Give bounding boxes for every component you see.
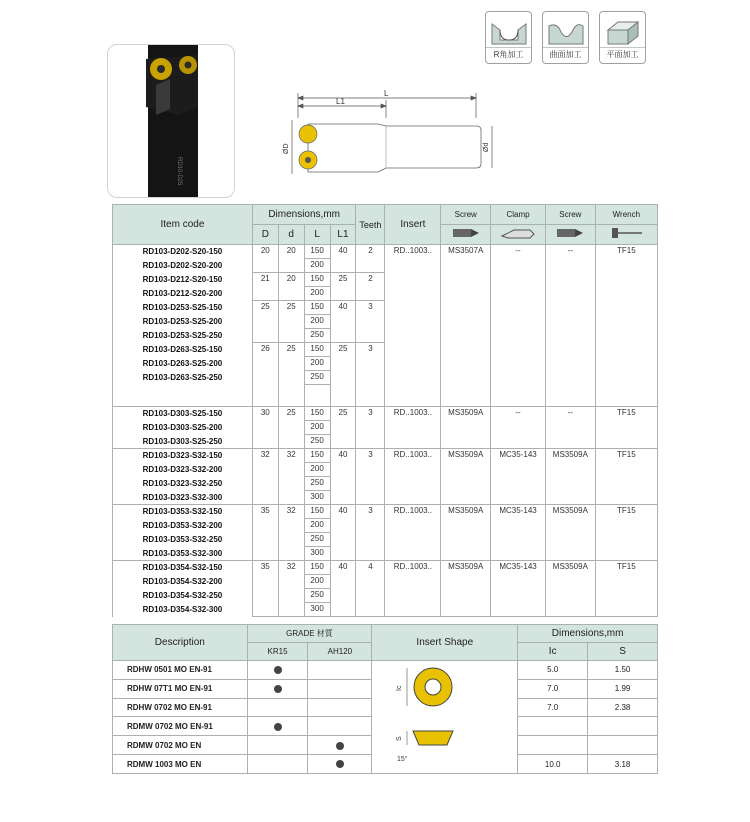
item-code: RD103-D202-S20-150 bbox=[113, 245, 253, 259]
insert-value: RD..1003.. bbox=[385, 245, 441, 407]
grade-available-dot bbox=[336, 760, 344, 768]
ah120-grade-cell bbox=[308, 698, 372, 717]
curved-surface-machining-icon bbox=[547, 16, 585, 46]
face-machining-panel bbox=[599, 11, 646, 64]
insert-value: RD..1003.. bbox=[385, 449, 441, 505]
dim-d-value: 25 bbox=[278, 301, 304, 343]
insert-value: RD..1003.. bbox=[385, 505, 441, 561]
dim-D-value: 32 bbox=[252, 449, 278, 505]
header-kr15: KR15 bbox=[247, 643, 308, 661]
dim-L1-value: 25 bbox=[330, 343, 356, 407]
dim-L1-value: 25 bbox=[330, 407, 356, 449]
ah120-grade-cell bbox=[308, 661, 372, 680]
r-corner-machining-icon bbox=[490, 16, 528, 46]
header-insert-shape: Insert Shape bbox=[372, 625, 518, 661]
screw2-value: MS3509A bbox=[546, 561, 596, 617]
item-code: RD103-D303-S25-250 bbox=[113, 435, 253, 449]
dim-d-value: 32 bbox=[278, 561, 304, 617]
item-code: RD103-D354-S32-300 bbox=[113, 603, 253, 617]
dim-L1-value: 40 bbox=[330, 245, 356, 273]
ah120-grade-cell bbox=[308, 755, 372, 774]
clamp-value: MC35-143 bbox=[491, 505, 546, 561]
dim-L-value: 150 bbox=[304, 449, 330, 463]
kr15-grade-cell bbox=[247, 698, 308, 717]
screw-icon bbox=[555, 227, 585, 239]
item-code: RD103-D323-S32-300 bbox=[113, 491, 253, 505]
dim-L-value: 200 bbox=[304, 575, 330, 589]
wrench-icon bbox=[608, 226, 644, 240]
item-code: RD103-D253-S25-200 bbox=[113, 315, 253, 329]
dim-L-value: 150 bbox=[304, 245, 330, 259]
header-clamp: Clamp bbox=[491, 205, 546, 225]
clamp-value: MC35-143 bbox=[491, 449, 546, 505]
screw-value: MS3509A bbox=[441, 505, 491, 561]
tool-specification-table bbox=[112, 204, 658, 617]
item-code: RD103-D353-S32-250 bbox=[113, 533, 253, 547]
ah120-grade-cell bbox=[308, 679, 372, 698]
wrench-value: TF15 bbox=[595, 505, 657, 561]
item-code: RD103-D263-S25-200 bbox=[113, 357, 253, 371]
ah120-grade-cell bbox=[308, 717, 372, 736]
teeth-value: 3 bbox=[356, 505, 385, 561]
item-code: RD103-D303-S25-150 bbox=[113, 407, 253, 421]
insert-description: RDHW 0501 MO EN-91 bbox=[113, 661, 248, 680]
insert-description: RDMW 1003 MO EN bbox=[113, 755, 248, 774]
item-code: RD103-D253-S25-250 bbox=[113, 329, 253, 343]
dim-D-value: 26 bbox=[252, 343, 278, 407]
dim-L1-value: 25 bbox=[330, 273, 356, 301]
table-row bbox=[113, 245, 658, 259]
dim-L-value bbox=[304, 385, 330, 407]
ic-value: 7.0 bbox=[518, 679, 588, 698]
product-photo bbox=[107, 44, 235, 198]
dim-L-value: 250 bbox=[304, 435, 330, 449]
item-code: RD103-D253-S25-150 bbox=[113, 301, 253, 315]
header-ic: Ic bbox=[518, 643, 588, 661]
dim-L-value: 250 bbox=[304, 371, 330, 385]
dim-L-value: 150 bbox=[304, 301, 330, 315]
header-item-code: Item code bbox=[113, 205, 253, 245]
screw-icon bbox=[451, 227, 481, 239]
screw2-value: MS3509A bbox=[546, 505, 596, 561]
screw-value: MS3507A bbox=[441, 245, 491, 407]
ic-value bbox=[518, 736, 588, 755]
table-row bbox=[113, 661, 658, 680]
header-d: d bbox=[278, 225, 304, 245]
dim-L-value: 300 bbox=[304, 491, 330, 505]
dim-L-value: 200 bbox=[304, 463, 330, 477]
wrench-value: TF15 bbox=[595, 245, 657, 407]
ic-value: 7.0 bbox=[518, 698, 588, 717]
dim-L-value: 300 bbox=[304, 547, 330, 561]
insert-description: RDHW 07T1 MO EN-91 bbox=[113, 679, 248, 698]
kr15-grade-cell bbox=[247, 717, 308, 736]
s-value: 3.18 bbox=[588, 755, 658, 774]
item-code: RD103-D354-S32-200 bbox=[113, 575, 253, 589]
dim-D-value: 35 bbox=[252, 561, 278, 617]
insert-description: RDMW 0702 MO EN bbox=[113, 736, 248, 755]
s-label: S bbox=[395, 736, 403, 741]
header-D: D bbox=[252, 225, 278, 245]
mode-label: 曲面加工 bbox=[543, 47, 588, 60]
dim-d-value: 25 bbox=[278, 343, 304, 407]
kr15-grade-cell bbox=[247, 661, 308, 680]
dim-L-value: 200 bbox=[304, 287, 330, 301]
insert-value: RD..1003.. bbox=[385, 407, 441, 449]
ic-value: 5.0 bbox=[518, 661, 588, 680]
dim-L-value: 300 bbox=[304, 603, 330, 617]
screw2-value: -- bbox=[546, 245, 596, 407]
angle-label: 15° bbox=[396, 756, 408, 763]
dim-L-value: 200 bbox=[304, 315, 330, 329]
dim-L-value: 200 bbox=[304, 259, 330, 273]
tool-dimension-drawing bbox=[278, 88, 498, 188]
item-code: RD103-D212-S20-200 bbox=[113, 287, 253, 301]
dim-D-value: 20 bbox=[252, 245, 278, 273]
dim-d-value: 32 bbox=[278, 449, 304, 505]
item-code: RD103-D353-S32-150 bbox=[113, 505, 253, 519]
dim-L1-value: 40 bbox=[330, 505, 356, 561]
grade-available-dot bbox=[274, 685, 282, 693]
item-code bbox=[113, 385, 253, 407]
dim-D-value: 21 bbox=[252, 273, 278, 301]
mode-label: R角加工 bbox=[486, 47, 531, 60]
header-screw-2: Screw bbox=[546, 205, 596, 225]
screw-value: MS3509A bbox=[441, 449, 491, 505]
ic-value bbox=[518, 717, 588, 736]
ic-value: 10.0 bbox=[518, 755, 588, 774]
teeth-value: 3 bbox=[356, 449, 385, 505]
svg-text:RD10-D25: RD10-D25 bbox=[176, 157, 182, 186]
clamp-value: MC35-143 bbox=[491, 561, 546, 617]
header-s: S bbox=[588, 643, 658, 661]
s-value: 1.50 bbox=[588, 661, 658, 680]
face-machining-icon bbox=[604, 16, 642, 46]
item-code: RD103-D353-S32-300 bbox=[113, 547, 253, 561]
wrench-value: TF15 bbox=[595, 561, 657, 617]
insert-description: RDMW 0702 MO EN-91 bbox=[113, 717, 248, 736]
item-code: RD103-D323-S32-250 bbox=[113, 477, 253, 491]
item-code: RD103-D212-S20-150 bbox=[113, 273, 253, 287]
kr15-grade-cell bbox=[247, 679, 308, 698]
curved-surface-machining-panel bbox=[542, 11, 589, 64]
ic-label: Ic bbox=[395, 685, 403, 691]
item-code: RD103-D323-S32-150 bbox=[113, 449, 253, 463]
dim-D-value: 35 bbox=[252, 505, 278, 561]
dim-L1-value: 40 bbox=[330, 561, 356, 617]
wrench-icon-cell bbox=[595, 225, 657, 245]
dim-L-value: 200 bbox=[304, 519, 330, 533]
header-ah120: AH120 bbox=[308, 643, 372, 661]
wrench-value: TF15 bbox=[595, 449, 657, 505]
dim-L-value: 250 bbox=[304, 477, 330, 491]
insert-shape-drawing bbox=[372, 661, 518, 774]
clamp-icon bbox=[500, 226, 536, 240]
teeth-value: 3 bbox=[356, 343, 385, 407]
item-code: RD103-D354-S32-250 bbox=[113, 589, 253, 603]
dim-L: L bbox=[384, 89, 389, 98]
dim-L-value: 250 bbox=[304, 329, 330, 343]
header-dimensions-2: Dimensions,mm bbox=[518, 625, 658, 643]
item-code: RD103-D353-S32-200 bbox=[113, 519, 253, 533]
grade-available-dot bbox=[274, 723, 282, 731]
dim-d-value: 32 bbox=[278, 505, 304, 561]
kr15-grade-cell bbox=[247, 755, 308, 774]
dim-L-value: 150 bbox=[304, 273, 330, 287]
header-dimensions: Dimensions,mm bbox=[252, 205, 356, 225]
insert-grade-table bbox=[112, 624, 658, 774]
header-L1: L1 bbox=[330, 225, 356, 245]
header-description: Description bbox=[113, 625, 248, 661]
round-insert-diagram bbox=[375, 661, 515, 771]
dim-L-value: 150 bbox=[304, 505, 330, 519]
header-grade: GRADE 材質 bbox=[247, 625, 372, 643]
screw2-value: -- bbox=[546, 407, 596, 449]
dim-L-value: 200 bbox=[304, 421, 330, 435]
teeth-value: 2 bbox=[356, 273, 385, 301]
table-row bbox=[113, 505, 658, 519]
dim-L1-value: 40 bbox=[330, 449, 356, 505]
dim-d-value: 25 bbox=[278, 407, 304, 449]
item-code: RD103-D263-S25-250 bbox=[113, 371, 253, 385]
insert-value: RD..1003.. bbox=[385, 561, 441, 617]
ah120-grade-cell bbox=[308, 736, 372, 755]
teeth-value: 4 bbox=[356, 561, 385, 617]
s-value bbox=[588, 736, 658, 755]
clamp-value: -- bbox=[491, 245, 546, 407]
item-code: RD103-D354-S32-150 bbox=[113, 561, 253, 575]
dim-D-value: 30 bbox=[252, 407, 278, 449]
kr15-grade-cell bbox=[247, 736, 308, 755]
dim-d-value: 20 bbox=[278, 245, 304, 273]
teeth-value: 2 bbox=[356, 245, 385, 273]
dim-L-value: 200 bbox=[304, 357, 330, 371]
dim-L-value: 150 bbox=[304, 561, 330, 575]
dim-L1-value: 40 bbox=[330, 301, 356, 343]
screw2-value: MS3509A bbox=[546, 449, 596, 505]
r-corner-machining-panel bbox=[485, 11, 532, 64]
dim-d: Ød bbox=[483, 142, 490, 152]
screw-icon-cell bbox=[441, 225, 491, 245]
dim-L1: L1 bbox=[336, 97, 345, 106]
screw-value: MS3509A bbox=[441, 561, 491, 617]
s-value: 2.38 bbox=[588, 698, 658, 717]
header-teeth: Teeth bbox=[356, 205, 385, 245]
insert-description: RDHW 0702 MO EN-91 bbox=[113, 698, 248, 717]
end-mill-photo bbox=[126, 45, 218, 198]
table-row bbox=[113, 449, 658, 463]
table-row bbox=[113, 407, 658, 421]
dim-L-value: 250 bbox=[304, 589, 330, 603]
item-code: RD103-D323-S32-200 bbox=[113, 463, 253, 477]
table-row bbox=[113, 561, 658, 575]
teeth-value: 3 bbox=[356, 407, 385, 449]
grade-available-dot bbox=[336, 742, 344, 750]
screw-icon-cell-2 bbox=[546, 225, 596, 245]
screw-value: MS3509A bbox=[441, 407, 491, 449]
dim-d-value: 20 bbox=[278, 273, 304, 301]
item-code: RD103-D263-S25-150 bbox=[113, 343, 253, 357]
wrench-value: TF15 bbox=[595, 407, 657, 449]
mode-label: 平面加工 bbox=[600, 47, 645, 60]
s-value: 1.99 bbox=[588, 679, 658, 698]
dim-L-value: 150 bbox=[304, 343, 330, 357]
clamp-value: -- bbox=[491, 407, 546, 449]
clamp-icon-cell bbox=[491, 225, 546, 245]
dim-L-value: 250 bbox=[304, 533, 330, 547]
teeth-value: 3 bbox=[356, 301, 385, 343]
grade-available-dot bbox=[274, 666, 282, 674]
s-value bbox=[588, 717, 658, 736]
item-code: RD103-D202-S20-200 bbox=[113, 259, 253, 273]
item-code: RD103-D303-S25-200 bbox=[113, 421, 253, 435]
dim-L-value: 150 bbox=[304, 407, 330, 421]
dim-D: ØD bbox=[283, 143, 290, 154]
dim-D-value: 25 bbox=[252, 301, 278, 343]
header-wrench: Wrench bbox=[595, 205, 657, 225]
header-screw: Screw bbox=[441, 205, 491, 225]
header-L: L bbox=[304, 225, 330, 245]
header-insert: Insert bbox=[385, 205, 441, 245]
